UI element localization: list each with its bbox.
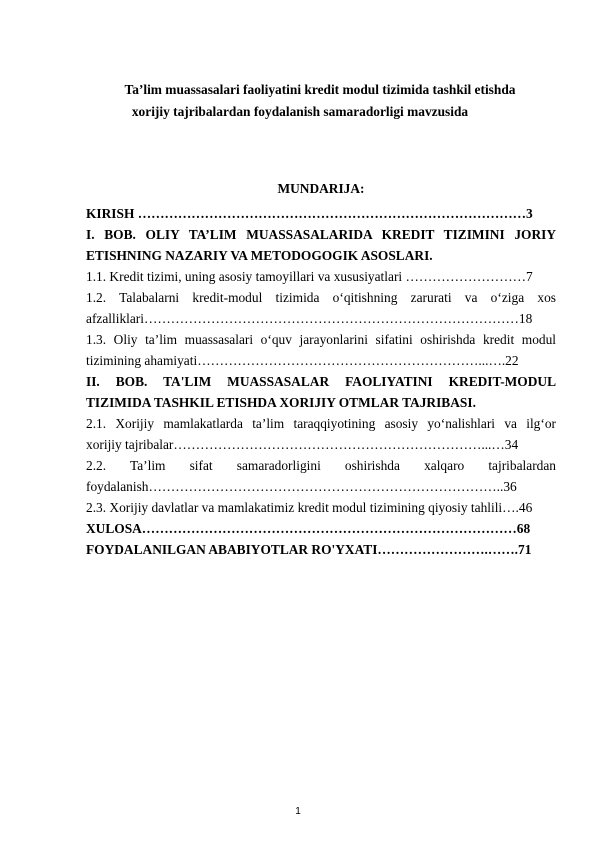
table-of-contents bbox=[86, 203, 556, 560]
toc-entry: II. BOB. TA'LIM MUASSASALAR FAOLIYATINI KREDIT-MODUL bbox=[86, 374, 556, 389]
toc-entry: KIRISH ……………………………………………………………………………3 bbox=[86, 206, 533, 221]
toc-entry: ETISHNING NAZARIY VA METODOGOGIK ASOSLARI. bbox=[86, 248, 433, 263]
toc-entry: 2.3. Xorijiy davlatlar va mamlakatimiz kredit modul tizimining qiyosiy tahlili….46 bbox=[86, 500, 533, 515]
toc-entry: TIZIMIDA TASHKIL ETISHDA XORIJIY OTMLAR TAJRIBASI. bbox=[86, 395, 476, 410]
toc-heading: MUNDARIJA: bbox=[277, 181, 365, 196]
toc-entry: afzalliklari…………………………………………………………………………18 bbox=[86, 311, 533, 326]
toc-entry: XULOSA…………………………………………………………………………68 bbox=[86, 521, 531, 536]
toc-entry: 1.3. Oliy ta’lim muassasalari o‘quv jarayonlarini sifatini oshirishda kredit modul bbox=[86, 332, 556, 347]
toc-entry: foydalanish……………………………………………………………………..36 bbox=[86, 479, 517, 494]
toc-entry: 1.2. Talabalarni kredit-modul tizimida o‘qitishning zarurati va o‘ziga xos bbox=[86, 290, 556, 305]
page-number: 1 bbox=[295, 806, 301, 817]
toc-entry: FOYDALANILGAN ABABIYOTLAR RO'YXATI…………………….…….71 bbox=[86, 542, 532, 557]
document-title-line-1: Ta’lim muassasalari faoliyatini kredit modul tizimida tashkil etishda bbox=[124, 82, 516, 97]
toc-entry: tizimining ahamiyati………………………………………………………...….22 bbox=[86, 353, 519, 368]
toc-entry: 2.1. Xorijiy mamlakatlarda ta’lim taraqqiyotining asosiy yo‘nalishlari va ilg‘or bbox=[86, 416, 556, 431]
toc-entry: 1.1. Kredit tizimi, uning asosiy tamoyillari va xususiyatlari ………………………7 bbox=[86, 269, 533, 284]
toc-entry: I. BOB. OLIY TA’LIM MUASSASALARIDA KREDIT TIZIMINI JORIY bbox=[86, 227, 556, 242]
toc-entry: xorijiy tajribalar……………………………………………………………...…34 bbox=[86, 437, 519, 452]
toc-entry: 2.2. Ta’lim sifat samaradorligini oshirishda xalqaro tajribalardan bbox=[86, 458, 556, 473]
document-title-line-2: xorijiy tajribalardan foydalanish samaradorligi mavzusida bbox=[131, 104, 469, 119]
